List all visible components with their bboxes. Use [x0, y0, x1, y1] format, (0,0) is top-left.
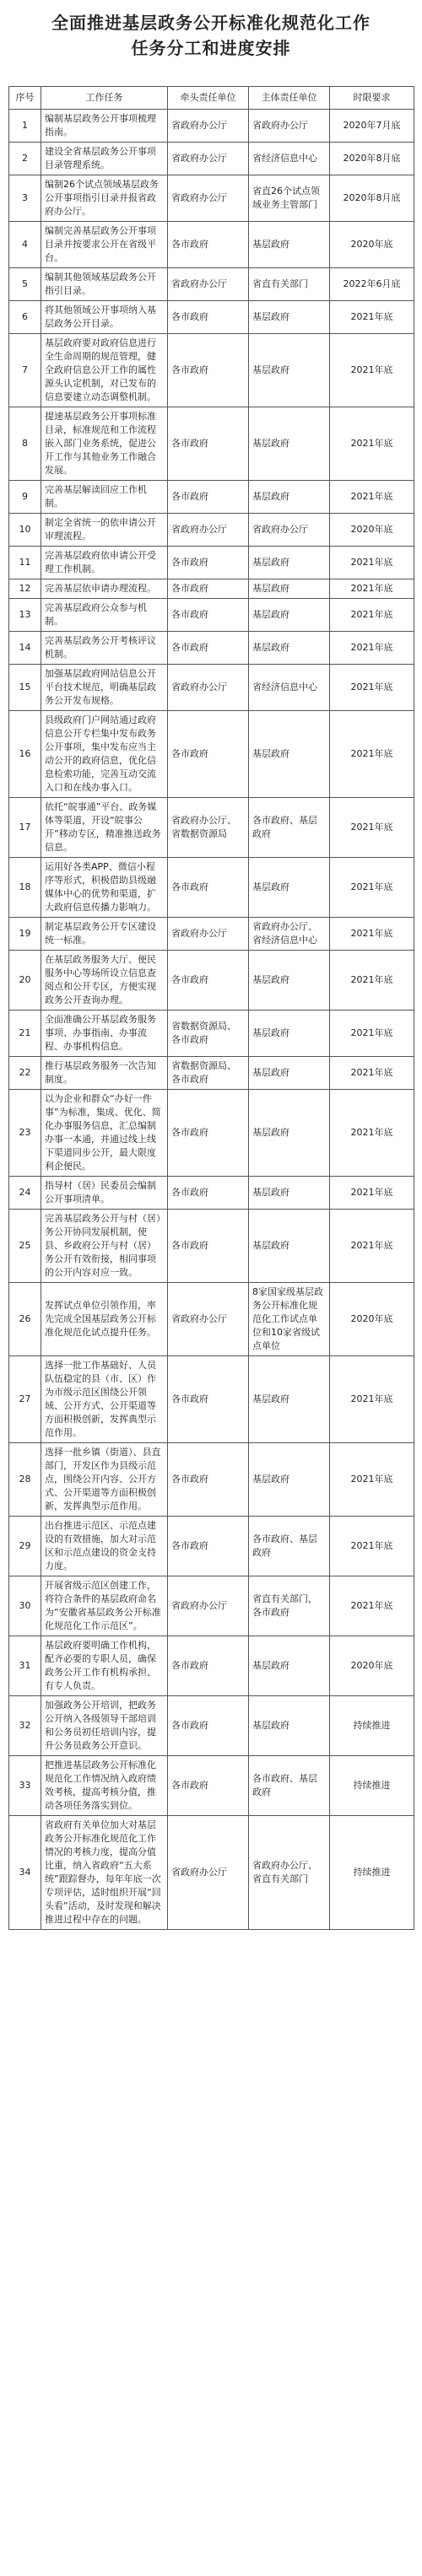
table-row — [9, 1090, 414, 1177]
cell-lead-unit: 各市政府 — [168, 1356, 249, 1443]
cell-deadline: 2021年底 — [330, 1443, 414, 1517]
cell-no: 22 — [9, 1057, 41, 1090]
cell-no: 6 — [9, 301, 41, 334]
cell-deadline: 2021年底 — [330, 951, 414, 1010]
cell-deadline: 2021年底 — [330, 1210, 414, 1283]
cell-main-unit: 8家国家级基层政务公开标准化规范化工作试点单位和10家省级试点单位 — [249, 1283, 330, 1356]
cell-lead-unit: 省政府办公厅 — [168, 143, 249, 175]
cell-main-unit: 省经济信息中心 — [249, 665, 330, 711]
table-row — [9, 1636, 414, 1696]
cell-task: 基层政府要对政府信息进行全生命周期的规范管理，健全政府信息公开工作的属性源头认定机制，对已发布的信息要建立动态调整机制。 — [41, 334, 168, 407]
cell-task: 选择一批工作基础好、人员队伍稳定的县（市、区）作为市级示范区围绕公开领域、公开方式、公开渠道等方面积极创新，发挥典型示范作用。 — [41, 1356, 168, 1443]
cell-task: 完善基层政府依申请公开受理工作机制。 — [41, 547, 168, 579]
cell-no: 20 — [9, 951, 41, 1010]
table-row — [9, 268, 414, 301]
cell-deadline: 2020年底 — [330, 514, 414, 547]
cell-main-unit: 基层政府 — [249, 1636, 330, 1696]
title-line-2: 任务分工和进度安排 — [131, 38, 291, 58]
cell-task: 把推进基层政务公开标准化规范化工作情况纳入政府绩效考核，提高考核分值，推动各项任务落实到位。 — [41, 1756, 168, 1816]
cell-no: 14 — [9, 632, 41, 665]
table-row — [9, 665, 414, 711]
cell-lead-unit: 各市政府 — [168, 1090, 249, 1177]
cell-no: 21 — [9, 1010, 41, 1057]
cell-main-unit: 基层政府 — [249, 599, 330, 632]
cell-no: 19 — [9, 918, 41, 951]
cell-deadline: 2021年底 — [330, 579, 414, 599]
cell-no: 34 — [9, 1816, 41, 1930]
cell-task: 在基层政务服务大厅、便民服务中心等场所设立信息查阅点和公开专区，方便实现政务公开查询办理。 — [41, 951, 168, 1010]
table-row — [9, 1517, 414, 1576]
cell-no: 1 — [9, 110, 41, 143]
cell-no: 25 — [9, 1210, 41, 1283]
cell-no: 3 — [9, 175, 41, 222]
cell-task: 全面准确公开基层政务服务事项、办事指南、办事流程、办事机构信息。 — [41, 1010, 168, 1057]
cell-deadline: 2021年底 — [330, 1177, 414, 1210]
table-body — [9, 110, 414, 1930]
cell-deadline: 2021年底 — [330, 301, 414, 334]
cell-lead-unit: 省政府办公厅 — [168, 1816, 249, 1930]
table-row — [9, 514, 414, 547]
cell-main-unit: 基层政府 — [249, 547, 330, 579]
cell-no: 8 — [9, 407, 41, 481]
cell-no: 32 — [9, 1696, 41, 1756]
cell-deadline: 2021年底 — [330, 1090, 414, 1177]
cell-deadline: 2021年底 — [330, 547, 414, 579]
cell-main-unit: 基层政府 — [249, 1356, 330, 1443]
cell-task: 发挥试点单位引领作用，率先完成全国基层政务公开标准化规范化试点提升任务。 — [41, 1283, 168, 1356]
cell-lead-unit: 省政府办公厅 — [168, 175, 249, 222]
cell-no: 23 — [9, 1090, 41, 1177]
cell-main-unit: 基层政府 — [249, 222, 330, 268]
cell-task: 完善基层政务公开考核评议机制。 — [41, 632, 168, 665]
cell-no: 28 — [9, 1443, 41, 1517]
cell-main-unit: 基层政府 — [249, 407, 330, 481]
cell-deadline: 2020年底 — [330, 222, 414, 268]
cell-no: 33 — [9, 1756, 41, 1816]
cell-no: 11 — [9, 547, 41, 579]
cell-main-unit: 省政府办公厅 — [249, 514, 330, 547]
cell-main-unit: 基层政府 — [249, 858, 330, 918]
cell-main-unit: 基层政府 — [249, 1177, 330, 1210]
cell-deadline: 2020年底 — [330, 1283, 414, 1356]
table-row — [9, 334, 414, 407]
cell-task: 编制完善基层政务公开事项目录并按要求公开在省级平台。 — [41, 222, 168, 268]
cell-task: 提速基层政务公开事项标准目录，标准规范和工作流程嵌入部门业务系统，促进公开工作与其他业务工作融合发展。 — [41, 407, 168, 481]
table-row — [9, 481, 414, 514]
cell-main-unit: 基层政府 — [249, 481, 330, 514]
table-row — [9, 407, 414, 481]
cell-main-unit: 基层政府 — [249, 1210, 330, 1283]
cell-lead-unit: 各市政府 — [168, 547, 249, 579]
cell-deadline: 2021年底 — [330, 632, 414, 665]
cell-no: 5 — [9, 268, 41, 301]
cell-lead-unit: 各市政府 — [168, 334, 249, 407]
cell-deadline: 2021年底 — [330, 665, 414, 711]
cell-no: 13 — [9, 599, 41, 632]
cell-no: 15 — [9, 665, 41, 711]
cell-task: 编制其他领域基层政务公开指引目录。 — [41, 268, 168, 301]
cell-main-unit: 省直26个试点领域业务主管部门 — [249, 175, 330, 222]
cell-lead-unit: 省政府办公厅 — [168, 1283, 249, 1356]
cell-task: 以为企业和群众“办好一件事”为标准，集成、优化、简化办事服务信息，汇总编制办事一本通，并通过线上线下渠道同步公开，最大限度利企便民。 — [41, 1090, 168, 1177]
cell-deadline: 2021年底 — [330, 918, 414, 951]
cell-no: 17 — [9, 798, 41, 858]
cell-task: 选择一批乡镇（街道）、县直部门，开发区作为县级示范点，围绕公开内容、公开方式、公开渠道等方面积极创新，发挥典型示范作用。 — [41, 1443, 168, 1517]
table-row — [9, 1443, 414, 1517]
cell-deadline: 持续推进 — [330, 1756, 414, 1816]
cell-deadline: 持续推进 — [330, 1696, 414, 1756]
cell-no: 30 — [9, 1576, 41, 1636]
cell-lead-unit: 省政府办公厅 — [168, 918, 249, 951]
cell-lead-unit: 各市政府 — [168, 222, 249, 268]
cell-no: 26 — [9, 1283, 41, 1356]
cell-task: 加强政务公开培训，把政务公开纳入各级领导干部培训和公务员初任培训内容，提升公务员政务公开意识。 — [41, 1696, 168, 1756]
cell-task: 运用好各类APP、微信小程序等形式，积极借助县级融媒体中心的优势和渠道，扩大政府信息传播力影响力。 — [41, 858, 168, 918]
cell-main-unit: 基层政府 — [249, 632, 330, 665]
header-no: 序号 — [9, 87, 41, 110]
cell-deadline: 2022年6月底 — [330, 268, 414, 301]
cell-task: 开展省级示范区创建工作，将符合条件的基层政府命名为“安徽省基层政务公开标准化规范化工作示范区”。 — [41, 1576, 168, 1636]
cell-main-unit: 基层政府 — [249, 1057, 330, 1090]
cell-main-unit: 基层政府 — [249, 334, 330, 407]
table-row — [9, 1756, 414, 1816]
cell-task: 建设全省基层政务公开事项目录管理系统。 — [41, 143, 168, 175]
cell-task: 编制基层政务公开事项梳理指南。 — [41, 110, 168, 143]
table-row — [9, 858, 414, 918]
cell-lead-unit: 各市政府 — [168, 1517, 249, 1576]
cell-lead-unit: 各市政府 — [168, 632, 249, 665]
cell-no: 12 — [9, 579, 41, 599]
cell-lead-unit: 省数据资源局、各市政府 — [168, 1057, 249, 1090]
cell-main-unit: 基层政府 — [249, 1443, 330, 1517]
cell-no: 31 — [9, 1636, 41, 1696]
cell-lead-unit: 各市政府 — [168, 481, 249, 514]
cell-task: 完善基层政务公开与村（居）务公开协同发展机制，使县、乡政府公开与村（居）务公开有效衔接，相同事项的公开内容对应一致。 — [41, 1210, 168, 1283]
cell-deadline: 2021年底 — [330, 334, 414, 407]
table-row — [9, 1057, 414, 1090]
table-row — [9, 547, 414, 579]
cell-lead-unit: 各市政府 — [168, 599, 249, 632]
cell-lead-unit: 省数据资源局、各市政府 — [168, 1010, 249, 1057]
cell-main-unit: 基层政府 — [249, 301, 330, 334]
page-title — [0, 0, 422, 61]
cell-main-unit: 省政府办公厅 — [249, 110, 330, 143]
cell-task: 出台推进示范区、示范点建设的有效措施，加大对示范区和示范点建设的资金支持力度。 — [41, 1517, 168, 1576]
header-lead-unit: 牵头责任单位 — [168, 87, 249, 110]
cell-task: 编制26个试点领域基层政务公开事项指引目录并报省政府办公厅。 — [41, 175, 168, 222]
table-row — [9, 579, 414, 599]
cell-main-unit: 省经济信息中心 — [249, 143, 330, 175]
cell-deadline: 2021年底 — [330, 798, 414, 858]
cell-deadline: 2020年8月底 — [330, 175, 414, 222]
table-row — [9, 599, 414, 632]
cell-task: 完善基层解读回应工作机制。 — [41, 481, 168, 514]
cell-lead-unit: 各市政府 — [168, 579, 249, 599]
cell-task: 制定基层政务公开专区建设统一标准。 — [41, 918, 168, 951]
cell-main-unit: 省政府办公厅、省直有关部门 — [249, 1816, 330, 1930]
title-line-1: 全面推进基层政务公开标准化规范化工作 — [51, 13, 371, 33]
cell-lead-unit: 各市政府 — [168, 1636, 249, 1696]
cell-lead-unit: 各市政府 — [168, 1696, 249, 1756]
cell-main-unit: 省直有关部门 — [249, 268, 330, 301]
cell-lead-unit: 各市政府 — [168, 1443, 249, 1517]
header-main-unit: 主体责任单位 — [249, 87, 330, 110]
table-row — [9, 798, 414, 858]
cell-lead-unit: 省政府办公厅 — [168, 665, 249, 711]
cell-lead-unit: 各市政府 — [168, 1210, 249, 1283]
cell-task: 完善基层依申请办理流程。 — [41, 579, 168, 599]
table-row — [9, 1283, 414, 1356]
table-row — [9, 1177, 414, 1210]
cell-lead-unit: 省政府办公厅 — [168, 268, 249, 301]
cell-deadline: 2021年底 — [330, 1356, 414, 1443]
cell-lead-unit: 各市政府 — [168, 1756, 249, 1816]
cell-lead-unit: 各市政府 — [168, 301, 249, 334]
cell-deadline: 2020年8月底 — [330, 143, 414, 175]
cell-deadline: 2021年底 — [330, 1057, 414, 1090]
cell-task: 制定全省统一的依申请公开审理流程。 — [41, 514, 168, 547]
cell-main-unit: 各市政府、基层政府 — [249, 1756, 330, 1816]
cell-task: 基层政府要明确工作机构，配齐必要的专职人员，确保政务公开工作有机构承担、有专人负责。 — [41, 1636, 168, 1696]
cell-no: 29 — [9, 1517, 41, 1576]
cell-no: 16 — [9, 711, 41, 798]
cell-no: 7 — [9, 334, 41, 407]
task-table — [8, 86, 414, 1930]
cell-main-unit: 基层政府 — [249, 1696, 330, 1756]
table-row — [9, 1356, 414, 1443]
cell-main-unit: 基层政府 — [249, 951, 330, 1010]
cell-task: 完善基层政府公众参与机制。 — [41, 599, 168, 632]
header-task: 工作任务 — [41, 87, 168, 110]
cell-no: 27 — [9, 1356, 41, 1443]
cell-deadline: 2021年底 — [330, 599, 414, 632]
cell-task: 省政府有关单位加大对基层政务公开标准化规范化工作情况的考核力度，提高分值比重，纳入省政府“五大系统”跟踪督办，每年年底一次专项评估，适时组织开展“回头看”活动，及时发现和解决推进过程中存在的问题。 — [41, 1816, 168, 1930]
cell-main-unit: 省直有关部门，各市政府 — [249, 1576, 330, 1636]
cell-deadline: 持续推进 — [330, 1816, 414, 1930]
cell-main-unit: 省政府办公厅、省经济信息中心 — [249, 918, 330, 951]
cell-lead-unit: 省政府办公厅 — [168, 514, 249, 547]
header-deadline: 时限要求 — [330, 87, 414, 110]
cell-lead-unit: 省政府办公厅、省数据资源局 — [168, 798, 249, 858]
table-row — [9, 1696, 414, 1756]
table-row — [9, 632, 414, 665]
cell-deadline: 2021年底 — [330, 407, 414, 481]
cell-deadline: 2021年底 — [330, 711, 414, 798]
cell-task: 推行基层政务服务一次告知制度。 — [41, 1057, 168, 1090]
table-row — [9, 1576, 414, 1636]
table-header-row — [9, 87, 414, 110]
cell-lead-unit: 各市政府 — [168, 407, 249, 481]
cell-lead-unit: 各市政府 — [168, 858, 249, 918]
table-row — [9, 143, 414, 175]
cell-main-unit: 基层政府 — [249, 579, 330, 599]
cell-no: 18 — [9, 858, 41, 918]
cell-main-unit: 基层政府 — [249, 1090, 330, 1177]
cell-task: 加强基层政府网站信息公开平台技术规范，明确基层政务公开发布规格。 — [41, 665, 168, 711]
table-row — [9, 711, 414, 798]
cell-lead-unit: 各市政府 — [168, 711, 249, 798]
cell-main-unit: 各市政府、基层政府 — [249, 798, 330, 858]
table-row — [9, 1010, 414, 1057]
cell-deadline: 2021年底 — [330, 1010, 414, 1057]
cell-task: 依托“皖事通”平台、政务媒体等渠道，开设“皖事公开”移动专区，精准推送政务信息。 — [41, 798, 168, 858]
cell-no: 9 — [9, 481, 41, 514]
table-row — [9, 1816, 414, 1930]
table-row — [9, 175, 414, 222]
cell-no: 2 — [9, 143, 41, 175]
table-row — [9, 110, 414, 143]
cell-task: 将其他领域公开事项纳入基层政务公开目录。 — [41, 301, 168, 334]
cell-no: 24 — [9, 1177, 41, 1210]
table-row — [9, 222, 414, 268]
cell-lead-unit: 省政府办公厅 — [168, 110, 249, 143]
cell-deadline: 2021年底 — [330, 858, 414, 918]
cell-main-unit: 基层政府 — [249, 711, 330, 798]
cell-no: 4 — [9, 222, 41, 268]
cell-deadline: 2021年底 — [330, 1576, 414, 1636]
table-row — [9, 951, 414, 1010]
cell-deadline: 2020年7月底 — [330, 110, 414, 143]
cell-main-unit: 各市政府、基层政府 — [249, 1517, 330, 1576]
cell-no: 10 — [9, 514, 41, 547]
cell-task: 指导村（居）民委员会编制公开事项清单。 — [41, 1177, 168, 1210]
cell-lead-unit: 各市政府 — [168, 951, 249, 1010]
cell-lead-unit: 省政府办公厅 — [168, 1576, 249, 1636]
table-row — [9, 301, 414, 334]
cell-deadline: 2021年底 — [330, 1517, 414, 1576]
cell-task: 县级政府门户网站通过政府信息公开专栏集中发布政务公开事项，集中发布应当主动公开的政府信息，优化信息检索功能，完善互动交流入口和在线办事入口。 — [41, 711, 168, 798]
cell-deadline: 2021年底 — [330, 481, 414, 514]
table-row — [9, 1210, 414, 1283]
table-row — [9, 918, 414, 951]
cell-lead-unit: 各市政府 — [168, 1177, 249, 1210]
cell-deadline: 2020年底 — [330, 1636, 414, 1696]
cell-main-unit: 基层政府 — [249, 1010, 330, 1057]
